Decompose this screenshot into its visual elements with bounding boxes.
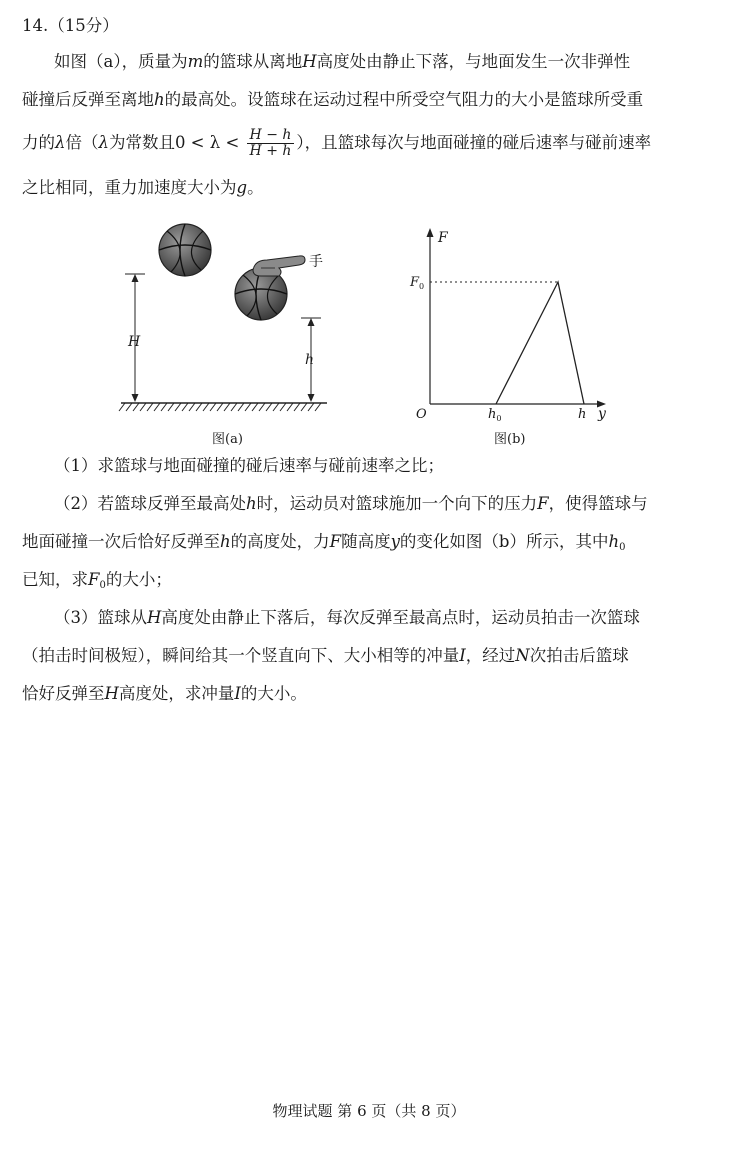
basketball-falling-icon xyxy=(159,224,211,276)
question-number: 14.（15分） xyxy=(22,16,119,35)
figure-b-caption: 图(b) xyxy=(494,432,526,447)
tick-label-h0: $h_0$ xyxy=(488,407,502,423)
tick-label-h: h xyxy=(578,407,587,422)
figure-a xyxy=(115,222,345,422)
stem-line-2: 碰撞后反弹至离地h的最高处。设篮球在运动过程中所受空气阻力的大小是篮球所受重 xyxy=(22,90,644,109)
part-3-line-2: （拍击时间极短），瞬间给其一个竖直向下、大小相等的冲量I，经过N次拍击后篮球 xyxy=(22,646,629,665)
part-2-line-3: 已知，求$F_0$的大小； xyxy=(22,570,172,591)
figure-a-caption: 图(a) xyxy=(212,432,243,447)
force-curve xyxy=(496,282,584,404)
tick-label-F0: $F_0$ xyxy=(410,275,425,291)
label-H: H xyxy=(128,334,141,350)
hand-icon xyxy=(253,256,305,276)
stem-line-3: 力的λ倍（λ为常数且0 < λ < $\frac{H - h}{H + h}$ ），且篮球每次与地面碰撞的碰后速率与碰前速率 xyxy=(22,127,652,159)
part-1: （1）求篮球与地面碰撞的碰后速率与碰前速率之比； xyxy=(54,456,444,475)
ground xyxy=(119,403,327,411)
part-3-line-1: （3）篮球从H高度处由静止下落后，每次反弹至最高点时，运动员拍击一次篮球 xyxy=(54,608,640,627)
figure-b xyxy=(408,224,608,424)
page-footer: 物理试题 第 6 页（共 8 页） xyxy=(272,1102,466,1120)
stem-line-4: 之比相同，重力加速度大小为g。 xyxy=(22,178,264,197)
part-2-line-1: （2）若篮球反弹至最高处h时，运动员对篮球施加一个向下的压力F，使得篮球与 xyxy=(54,494,648,513)
axis-label-F: F xyxy=(438,230,448,246)
origin-label: O xyxy=(416,407,427,422)
label-h: h xyxy=(305,352,315,368)
axis-label-y: y xyxy=(598,406,606,422)
part-3-line-3: 恰好反弹至H高度处，求冲量I的大小。 xyxy=(22,684,307,703)
stem-line-1: 如图（a），质量为m的篮球从离地H高度处由静止下落，与地面发生一次非弹性 xyxy=(54,52,631,71)
lambda-fraction: $\frac{H - h}{H + h}$ xyxy=(247,128,295,159)
part-2-line-2: 地面碰撞一次后恰好反弹至h的高度处，力F随高度y的变化如图（b）所示，其中$h_0$ xyxy=(22,532,626,553)
hand-label: 手 xyxy=(309,254,323,270)
